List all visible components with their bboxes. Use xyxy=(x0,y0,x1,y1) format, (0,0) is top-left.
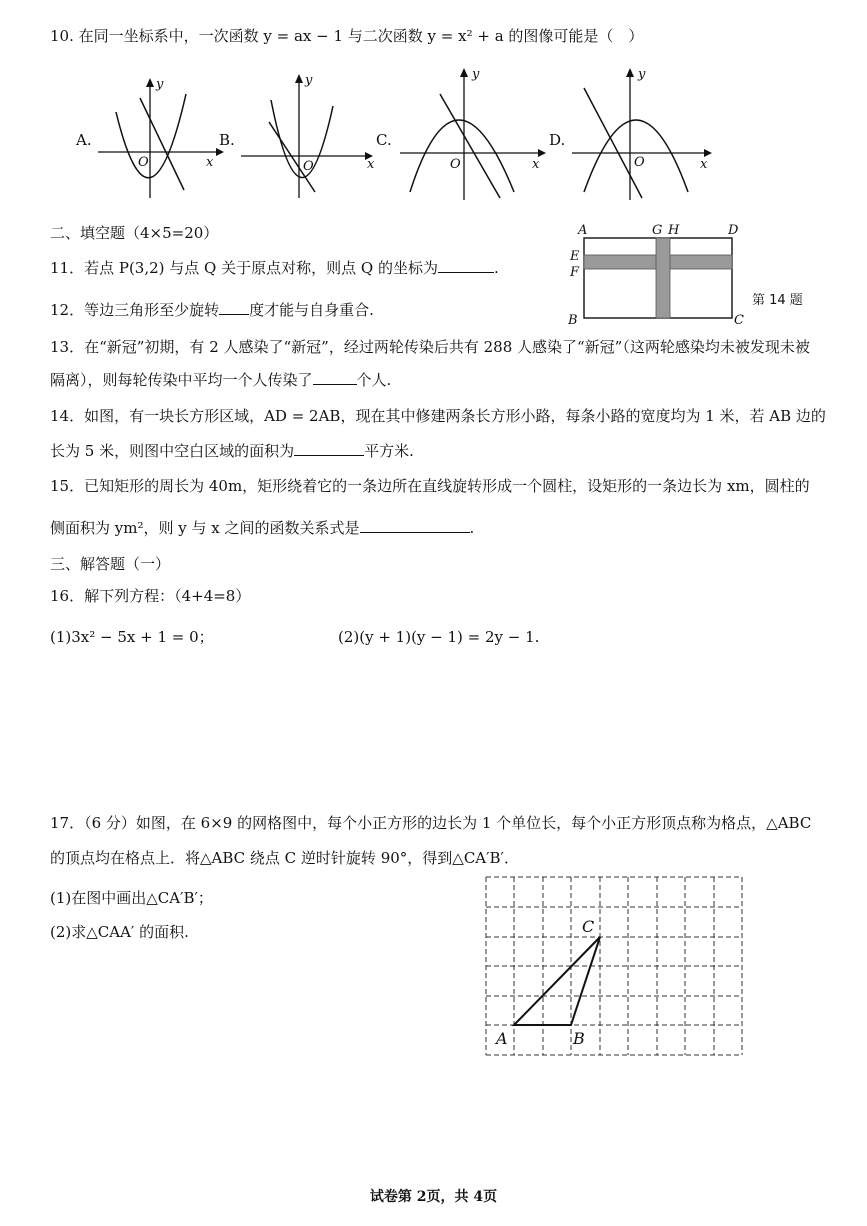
q17-line-2: 的顶点均在格点上．将△ABC 绕点 C 逆时针旋转 90°，得到△CA′B′． xyxy=(50,849,519,867)
axis-y-label: y xyxy=(472,67,480,82)
q11 xyxy=(50,258,499,278)
q10-option-a[interactable]: A. xyxy=(76,131,92,149)
q10-option-b[interactable]: B. xyxy=(219,131,235,149)
q17-line-1: 17．（6 分）如图，在 6×9 的网格图中，每个小正方形的边长为 1 个单位长，每个小正方形顶点称为格点，△ABC xyxy=(50,814,812,832)
q12-answer-blank[interactable] xyxy=(219,300,249,315)
q14-line-1: 14．如图，有一块长方形区域，AD = 2AB，现在其中修建两条长方形小路，每条小路的宽度均为 1 米，若 AB 边的 xyxy=(50,407,826,425)
point-c-label: C xyxy=(734,313,744,328)
q10-graph-b xyxy=(241,70,381,200)
q16-part-2: (2)(y + 1)(y − 1) = 2y − 1. xyxy=(338,628,540,646)
q15-answer-blank[interactable] xyxy=(360,518,470,533)
origin-label: O xyxy=(303,159,314,174)
q10-option-c[interactable]: C. xyxy=(376,131,392,149)
q17-part-2: (2)求△CAA′ 的面积. xyxy=(50,923,189,941)
q14-text-a: 长为 5 米，则图中空白区域的面积为 xyxy=(50,442,295,460)
q17-grid-figure xyxy=(480,870,760,1070)
q14-figure-caption: 第 14 题 xyxy=(752,293,803,308)
q10-stem: 10. 在同一坐标系中，一次函数 y = ax − 1 与二次函数 y = x² + a 的图像可能是（ ） xyxy=(50,27,644,45)
q14-text-b: 平方米. xyxy=(364,442,414,460)
q11-answer-blank[interactable] xyxy=(438,258,494,273)
triangle-abc xyxy=(514,937,600,1025)
axis-y-label: y xyxy=(638,67,646,82)
axis-y-label: y xyxy=(156,77,164,92)
q16-title: 16．解下列方程：（4+4=8） xyxy=(50,587,251,605)
point-g-label: G xyxy=(652,223,663,238)
q15-line-2 xyxy=(50,518,474,538)
page-footer: 试卷第 2页，共 4页 xyxy=(369,1189,498,1205)
origin-label: O xyxy=(634,155,645,170)
q10-option-d[interactable]: D. xyxy=(549,131,566,149)
q13-line-1: 13．在“新冠”初期，有 2 人感染了“新冠”，经过两轮传染后共有 288 人感染了“新冠”（这两轮感染均未被发现未被 xyxy=(50,338,810,356)
point-c-label: C xyxy=(582,917,595,936)
point-e-label: E xyxy=(570,249,580,264)
axis-x-label: x xyxy=(206,155,214,170)
axis-x-label: x xyxy=(700,157,708,172)
q15-line-1: 15．已知矩形的周长为 40m，矩形绕着它的一条边所在直线旋转形成一个圆柱，设矩形的一条边长为 xm，圆柱的 xyxy=(50,477,810,495)
q11-text: 11．若点 P(3,2) 与点 Q 关于原点对称，则点 Q 的坐标为 xyxy=(50,259,438,277)
point-h-label: H xyxy=(668,223,680,238)
q15-text-a: 侧面积为 ym²，则 y 与 x 之间的函数关系式是 xyxy=(50,519,360,537)
point-f-label: F xyxy=(570,265,580,280)
q10-graph-a xyxy=(98,74,228,204)
section-3-title: 三、解答题（一） xyxy=(50,555,171,573)
point-b-label: B xyxy=(568,313,578,328)
q11-tail: . xyxy=(493,259,499,277)
point-d-label: D xyxy=(728,223,739,238)
q12-text-a: 12．等边三角形至少旋转 xyxy=(50,301,220,319)
q10-graph-c xyxy=(400,64,550,204)
point-b-label: B xyxy=(573,1029,585,1048)
point-a-label: A xyxy=(496,1029,508,1048)
q14-figure xyxy=(562,220,832,332)
section-2-title: 二、填空题（4×5=20） xyxy=(50,224,219,242)
axis-y-label: y xyxy=(305,73,313,88)
axis-x-label: x xyxy=(367,157,375,172)
q13-text-a: 隔离），则每轮传染中平均一个人传染了 xyxy=(50,371,313,389)
q12 xyxy=(50,300,374,320)
q13-text-b: 个人. xyxy=(356,371,392,389)
q14-line-2 xyxy=(50,441,414,461)
axis-x-label: x xyxy=(532,157,540,172)
grid-lines xyxy=(486,877,742,1055)
q16-part-1: (1)3x² − 5x + 1 = 0； xyxy=(50,628,214,646)
q14-answer-blank[interactable] xyxy=(294,441,364,456)
q12-text-b: 度才能与自身重合. xyxy=(249,301,374,319)
q13-answer-blank[interactable] xyxy=(313,370,357,385)
origin-label: O xyxy=(138,155,149,170)
point-a-label: A xyxy=(578,223,588,238)
origin-label: O xyxy=(450,157,461,172)
q15-text-b: . xyxy=(469,519,475,537)
q13-line-2 xyxy=(50,370,391,390)
q17-part-1: (1)在图中画出△CA′B′； xyxy=(50,889,213,907)
q10-graph-d xyxy=(572,64,722,204)
